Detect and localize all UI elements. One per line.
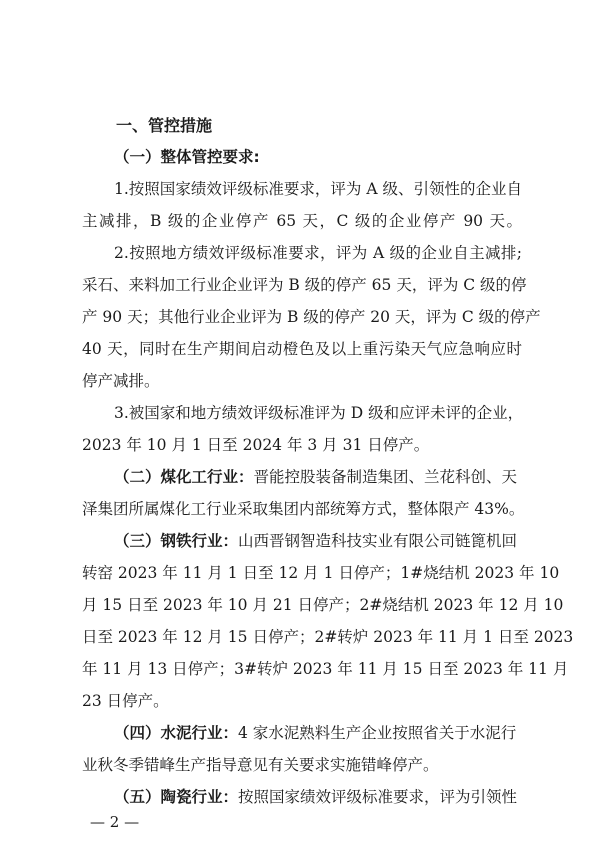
- sub3-line4: 日至 2023 年 12 月 15 日停产；2#转炉 2023 年 11 月 1 日至 2023: [82, 628, 574, 646]
- sub3-text: 山西晋钢智造科技实业有限公司链篦机回: [238, 532, 518, 550]
- sub4-line2: 业秋冬季错峰生产指导意见有关要求实施错峰停产。: [82, 756, 439, 774]
- sub1-p2-line2: 采石、来料加工行业企业评为 B 级的停产 65 天，评为 C 级的停: [82, 276, 527, 294]
- sub2-heading: （二）煤化工行业：: [114, 468, 254, 486]
- sub1-p2-line4: 40 天，同时在生产期间启动橙色及以上重污染天气应急响应时: [82, 340, 522, 358]
- sub1-p3-line1: 3.被国家和地方绩效评级标准评为 D 级和应评未评的企业，: [114, 404, 524, 422]
- sub1-p2-line3: 产 90 天；其他行业企业评为 B 级的停产 20 天，评为 C 级的停产: [82, 308, 541, 326]
- sub3-line5: 年 11 月 13 日停产；3#转炉 2023 年 11 月 15 日至 2023 年 11 月: [82, 660, 569, 678]
- sub2-line2: 泽集团所属煤化工行业采取集团内部统筹方式，整体限产 43%。: [82, 500, 525, 518]
- sub5-heading: （五）陶瓷行业：: [114, 788, 239, 806]
- sub1-p2-line1: 2.按照地方绩效评级标准要求，评为 A 级的企业自主减排;: [114, 244, 522, 262]
- sub4-heading: （四）水泥行业：: [114, 724, 239, 742]
- sub1-p1-line2: 主减排，B 级的企业停产 65 天，C 级的企业停产 90 天。: [82, 212, 522, 230]
- sub1-p2-line5: 停产减排。: [82, 372, 160, 390]
- sub3-line1: [114, 531, 522, 551]
- sub3-line6: 23 日停产。: [82, 692, 169, 710]
- sub5-text: 按照国家绩效评级标准要求，评为引领性: [238, 788, 518, 806]
- sub4-line1: [114, 723, 522, 743]
- sub3-heading: （三）钢铁行业：: [114, 532, 239, 550]
- sub2-line1: [114, 467, 522, 487]
- sub3-line2: 转窑 2023 年 11 月 1 日至 12 月 1 日停产；1#烧结机 2023 年 10: [82, 564, 560, 582]
- sub4-text: 4 家水泥熟料生产企业按照省关于水泥行: [238, 724, 517, 742]
- page-number: — 2 —: [90, 813, 140, 831]
- section-title: 一、管控措施: [116, 116, 213, 135]
- sub1-p3-line2: 2023 年 10 月 1 日至 2024 年 3 月 31 日停产。: [82, 436, 430, 454]
- sub1-heading: （一）整体管控要求:: [114, 148, 260, 166]
- sub3-line3: 月 15 日至 2023 年 10 月 21 日停产；2#烧结机 2023 年 12 月 10: [82, 596, 564, 614]
- sub2-text: 晋能控股装备制造集团、兰花科创、天: [253, 468, 518, 486]
- sub1-p1-line1: 1.按照国家绩效评级标准要求，评为 A 级、引领性的企业自: [114, 180, 522, 198]
- sub5-line1: [114, 787, 522, 807]
